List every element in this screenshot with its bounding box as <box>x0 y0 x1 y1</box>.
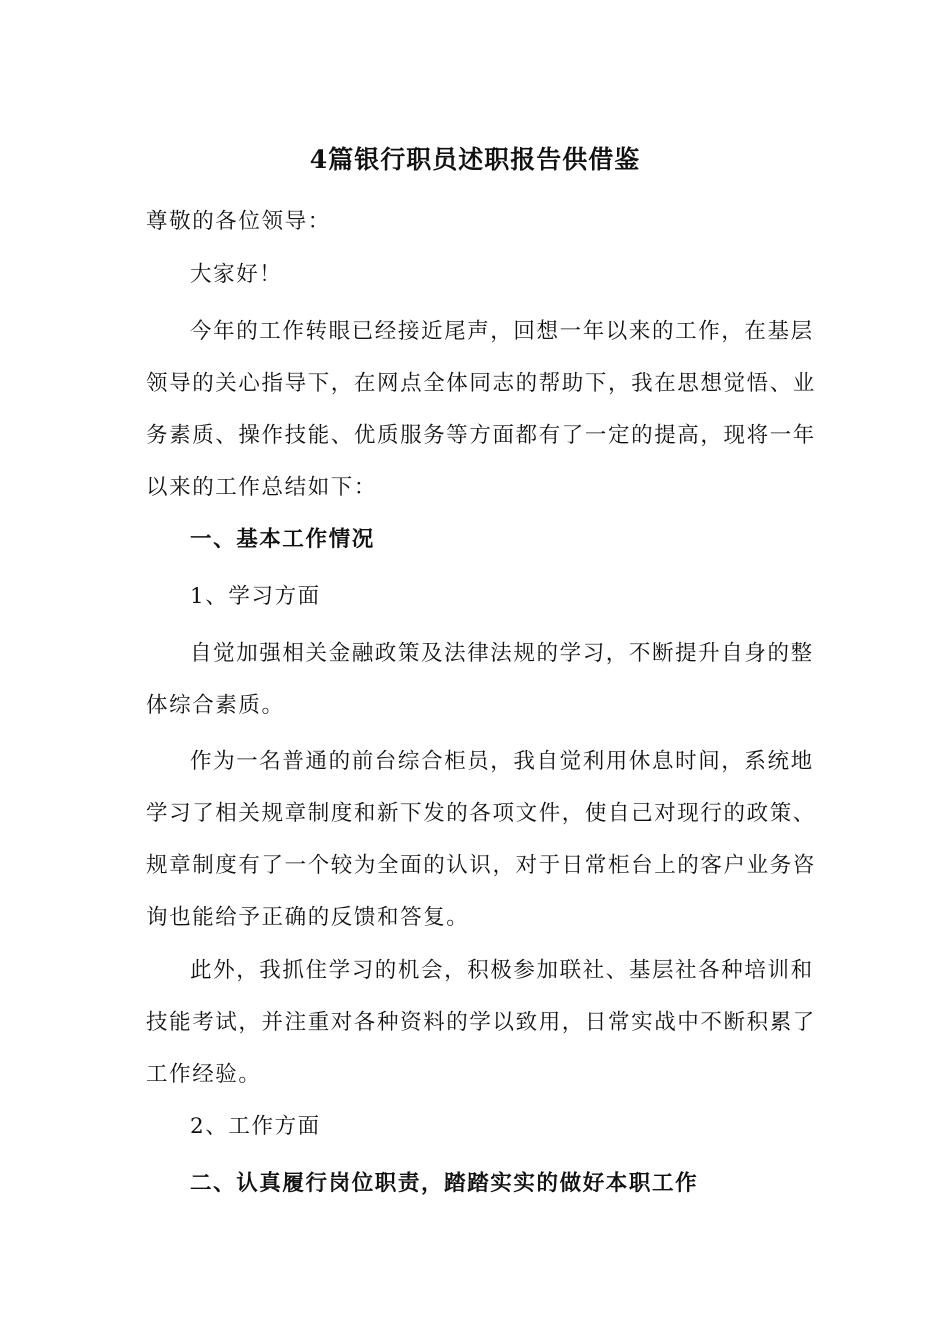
paragraph-line: 务素质、操作技能、优质服务等方面都有了一定的提高，现将一年 <box>146 423 816 448</box>
subheading-1 <box>146 571 796 623</box>
paragraph-line: 自觉加强相关金融政策及法律法规的学习，不断提升自身的整 <box>190 641 814 666</box>
paragraph-line: 此外，我抓住学习的机会，积极参加联社、基层社各种培训和 <box>190 958 814 983</box>
paragraph-2 <box>146 736 816 944</box>
paragraph-line: 今年的工作转眼已经接近尾声，回想一年以来的工作，在基层 <box>190 319 814 344</box>
paragraph-line: 学习了相关规章制度和新下发的各项文件，使自己对现行的政策、 <box>146 801 816 826</box>
paragraph-line: 作为一名普通的前台综合柜员，我自觉利用休息时间，系统地 <box>190 749 814 774</box>
paragraph-1 <box>146 628 814 732</box>
paragraph-3 <box>146 945 816 1101</box>
section-heading-text: 二、认真履行岗位职责，踏踏实实的做好本职工作 <box>190 1171 699 1196</box>
subheading-text: 2、工作方面 <box>190 1114 321 1139</box>
greeting-text: 大家好！ <box>190 262 283 287</box>
section-heading-text: 一、基本工作情况 <box>190 527 375 552</box>
document-title: 4篇银行职员述职报告供借鉴 <box>309 145 641 174</box>
paragraph-line: 技能考试，并注重对各种资料的学以致用，日常实战中不断积累了 <box>146 1010 816 1035</box>
paragraph-line: 工作经验。 <box>146 1062 262 1087</box>
paragraph-line: 以来的工作总结如下： <box>146 475 378 500</box>
subheading-2 <box>146 1101 796 1153</box>
intro-paragraph <box>146 306 816 514</box>
salutation <box>146 196 796 248</box>
section-heading-1 <box>146 514 796 566</box>
greeting <box>146 249 796 301</box>
subheading-text: 1、学习方面 <box>190 584 321 609</box>
paragraph-line: 体综合素质。 <box>146 693 285 718</box>
paragraph-line: 询也能给予正确的反馈和答复。 <box>146 905 470 930</box>
salutation-text: 尊敬的各位领导： <box>146 209 331 234</box>
paragraph-line: 规章制度有了一个较为全面的认识，对于日常柜台上的客户业务咨 <box>146 853 816 878</box>
paragraph-line: 领导的关心指导下，在网点全体同志的帮助下，我在思想觉悟、业 <box>146 371 816 396</box>
section-heading-2 <box>146 1158 796 1210</box>
